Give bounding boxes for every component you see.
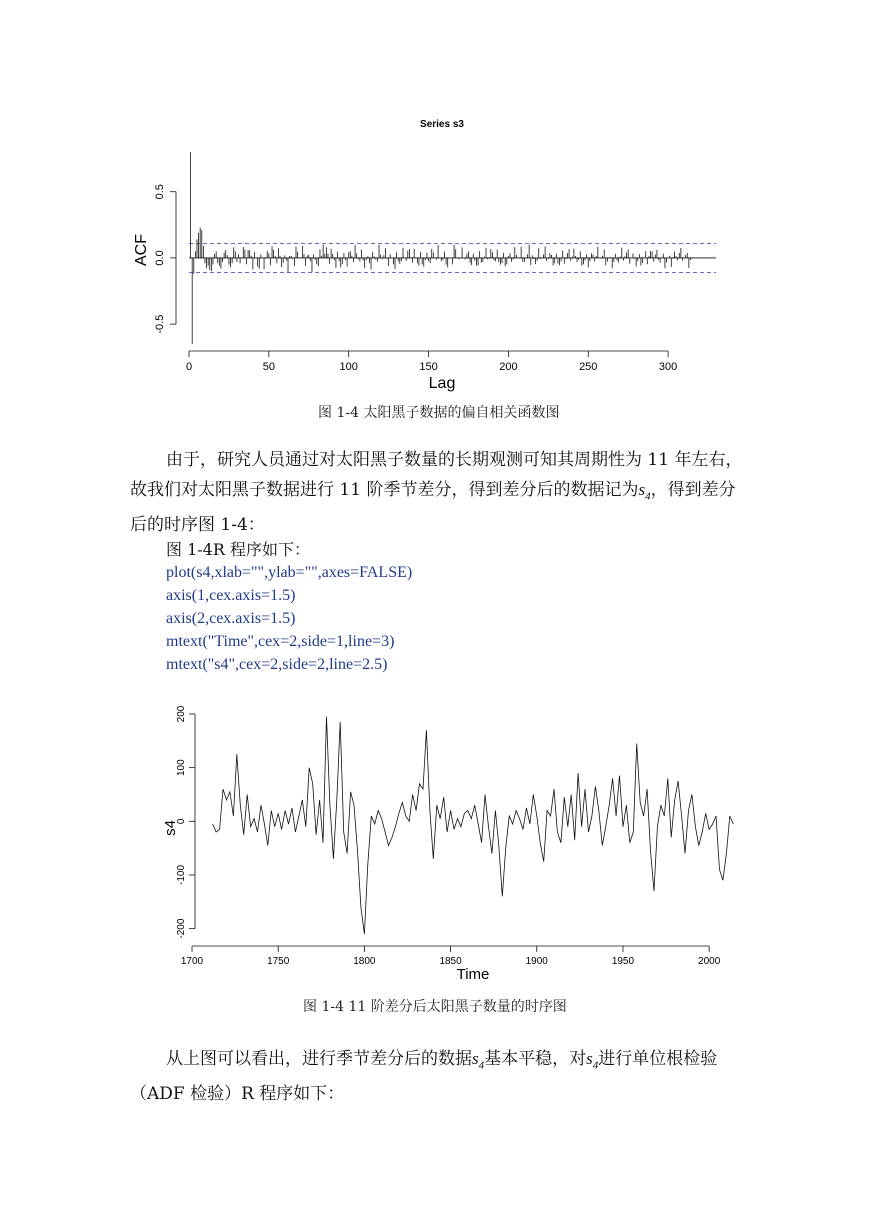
acf-ylabel: ACF xyxy=(133,234,150,266)
para1-line2-end: ，得到差分 xyxy=(650,480,736,500)
ts-y-tick-label: -100 xyxy=(176,864,187,885)
code-intro: 图 1-4R 程序如下： xyxy=(166,540,310,559)
code-line: mtext("Time",cex=2,side=1,line=3) xyxy=(166,633,395,650)
ts-series-line xyxy=(213,717,734,934)
para1-line3: 后的时序图 1-4： xyxy=(130,515,265,536)
ts-x-tick-label: 2000 xyxy=(698,956,721,967)
ts-y-tick-label: 100 xyxy=(176,759,187,777)
acf-x-tick-label: 150 xyxy=(419,361,438,373)
acf-title: Series s3 xyxy=(420,119,464,130)
code-line: mtext("s4",cex=2,side=2,line=2.5) xyxy=(166,656,388,673)
ts-ylabel: s4 xyxy=(162,820,179,836)
figure-caption-1: 图 1-4 太阳黑子数据的偏自相关函数图 xyxy=(318,405,560,421)
acf-x-tick-label: 250 xyxy=(579,361,598,373)
ts-xlabel: Time xyxy=(456,966,490,983)
ts-x-tick-label: 1800 xyxy=(353,956,376,967)
acf-chart xyxy=(120,112,740,402)
ts-y-tick-label: -200 xyxy=(176,918,187,939)
acf-y-tick-label: -0.5 xyxy=(154,314,166,334)
ts-x-tick-label: 1900 xyxy=(525,956,548,967)
code-line: axis(1,cex.axis=1.5) xyxy=(166,587,296,604)
acf-x-tick-label: 100 xyxy=(339,361,358,373)
para2-line2: （ADF 检验）R 程序如下： xyxy=(130,1084,345,1105)
var-s4: $s_4$ xyxy=(586,1049,599,1072)
timeseries-chart xyxy=(155,700,745,990)
code-block xyxy=(166,538,412,676)
figure-caption-2: 图 1-4 11 阶差分后太阳黑子数量的时序图 xyxy=(303,999,567,1015)
para2-line1: 从上图可以看出，进行季节差分后的数据$s_4$基本平稳，对$s_4$进行单位根检验 xyxy=(166,1049,718,1072)
acf-spikes xyxy=(191,152,692,344)
code-line: plot(s4,xlab="",ylab="",axes=FALSE) xyxy=(166,564,413,581)
acf-y-tick-label: 0.5 xyxy=(154,184,166,200)
acf-x-tick-label: 50 xyxy=(262,361,275,373)
acf-y-tick-label: 0.0 xyxy=(154,250,166,266)
ts-axes xyxy=(176,705,721,967)
acf-xlabel: Lag xyxy=(428,375,456,392)
var-s4: $s_4$ xyxy=(638,480,651,503)
ts-y-tick-label: 0 xyxy=(176,818,187,825)
code-line: axis(2,cex.axis=1.5) xyxy=(166,610,296,627)
para1-line2 xyxy=(130,475,750,511)
acf-axes xyxy=(154,184,716,373)
paragraph-1 xyxy=(130,446,750,540)
ts-x-tick-label: 1850 xyxy=(439,956,462,967)
acf-x-tick-label: 0 xyxy=(185,361,193,373)
ts-y-tick-label: 200 xyxy=(176,705,187,723)
acf-x-tick-label: 300 xyxy=(658,361,678,373)
ts-x-tick-label: 1750 xyxy=(267,956,290,967)
para1-line1: 由于，研究人员通过对太阳黑子数量的长期观测可知其周期性为 11 年左右， xyxy=(166,450,743,470)
var-s4: $s_4$ xyxy=(472,1049,485,1072)
ts-x-tick-label: 1950 xyxy=(611,956,635,967)
ts-x-tick-label: 1700 xyxy=(180,956,204,967)
para1-line2-text: 故我们对太阳黑子数据进行 11 阶季节差分，得到差分后的数据记为 xyxy=(130,480,639,500)
acf-x-tick-label: 200 xyxy=(499,361,518,373)
paragraph-2 xyxy=(130,1044,750,1109)
